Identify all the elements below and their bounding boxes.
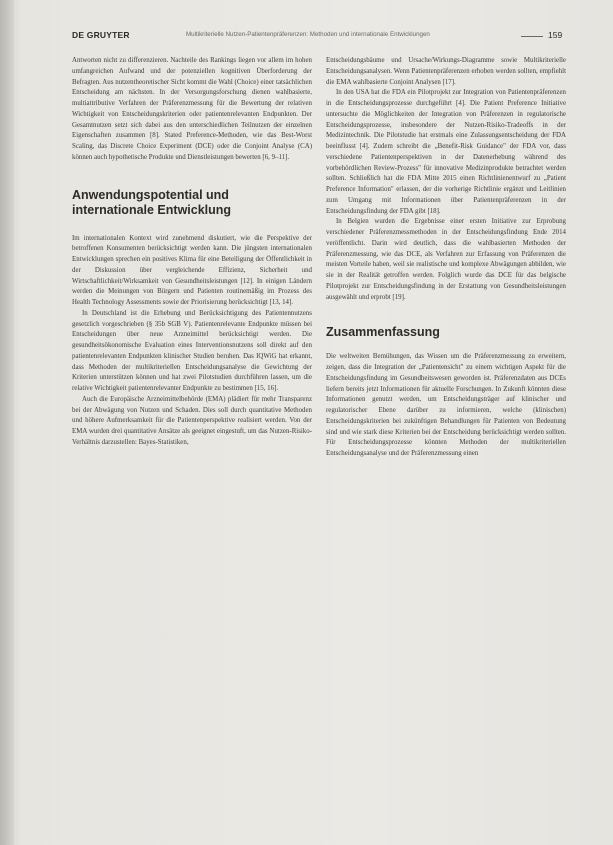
page-header xyxy=(72,30,572,44)
paragraph: In Deutschland ist die Erhebung und Berücksichtigung des Patientennutzens gesetzlich vorgeschrieben (§ 35b SGB V). Patientenrelevante Endpunkte müssen bei Entscheidungen über neue Arzneimittel berücksichtigt werden. Die gesundheitsökonomische Evaluation eines Interventionsnutzens soll direkt auf den patientenrelevanten Endpunkten klinischer Studien beruhen. Das IQWiG hat erkannt, dass Methoden der multikriteriellen Entscheidungsanalyse die Gewichtung der Kriterien unterstützen können und hat zwei Pilotstudien durchführen lassen, um die relative Wichtigkeit patientenrelevanter Endpunkte zu bestimmen [15, 16]. xyxy=(72,309,312,392)
paragraph: Im internationalen Kontext wird zunehmend diskutiert, wie die Perspektive der betroffenen Konsumenten berücksichtigt werden kann. Die jüngsten internationalen Entwicklungen sprechen ein positives Klima für eine Beteiligung der Öffentlichkeit in der Diskussion über vergleichende Effizienz, Sicherheit und Wirtschaftlichkeit/Wirksamkeit von Gesundheitsleistungen [12]. In einigen Ländern werden die Meinungen von Bürgern und Patienten routinemäßig im Prozess des Health Technology Assessments sowie der Priorisierung berücksichtigt [13, 14]. xyxy=(72,234,312,306)
paragraph: Antworten nicht zu differenzieren. Nachteile des Rankings liegen vor allem im hohen umfangreichen Aufwand und der potenziellen kognitiven Überforderung der Befragten. Aus nutzentheoretischer Sicht kommt die Wahl (Choice) einer tatsächlichen Entscheidung am nächsten. In der Versorgungsforschung dienen wahlbasierte, multiattributive Verfahren der Präferenzmessung für die Bewertung der relativen Wichtigkeit von Entscheidungskriterien oder patientenrelevanten Endpunkten. Der Gesamtnutzen setzt sich dabei aus den unterschiedlichen Teilnutzen der einzelnen Eigenschaften zusammen [8]. Stated Preference-Methoden, wie das Best-Worst Scaling, das Discrete Choice Experiment (DCE) oder die Conjoint Analyse (CA) können auch hypothetische Produkte und Dienstleistungen bewerten [6, 9–11]. xyxy=(72,57,312,161)
section-heading: Zusammenfassung xyxy=(326,325,440,340)
paragraph: In Belgien wurden die Ergebnisse einer ersten Initiative zur Erprobung verschiedener Präferenzmessmethoden in der Entscheidungsfindung Ende 2014 veröffentlicht. Darin wird deutlich, dass die wahlbasierten Methoden der Präferenzmessung, wie das DCE, als Verfahren zur Erfassung von Präferenzen die meisten Vorteile haben, weil sie realistische und komplexe Abwägungen abbilden, wie sie in der Realität getroffen werden. Folglich wurde das DCE für das belgische Pilotprojekt zur Entscheidungsfindung in der Erstattung von Gesundheitsleistungen ausgewählt und erprobt [19]. xyxy=(326,218,566,301)
paragraph: Entscheidungsbäume und Ursache/Wirkungs-Diagramme sowie Multikriterielle Entscheidungsanalysen. Wenn Patientenpräferenzen erhoben werden sollten, empfiehlt die EMA wahlbasierte Conjoint Analysen [17]. xyxy=(326,57,566,86)
paragraph: Auch die Europäische Arzneimittelbehörde (EMA) plädiert für mehr Transparenz bei der Abwägung von Nutzen und Schaden. Dies soll durch quantitative Methoden und höhere Aufmerksamkeit für die Patientenperspektive realisiert werden. Von der EMA wurden drei quantitative Ansätze als geeignet eingestuft, um das Nutzen-Risiko-Verhältnis darzustellen: Bayes-Statistiken, xyxy=(72,395,312,446)
paragraph: Die weltweiten Bemühungen, das Wissen um die Präferenzmessung zu erweitern, zeigen, dass die Integration der „Patientensicht" zu einem wichtigen Aspekt für die Entscheidungsfindung im Gesundheitswesen geworden ist. Präferenzdaten aus DCEs liefern bereits jetzt Informationen für aktuelle Forschungen. In Zukunft könnten diese Informationen genutzt werden, um Entscheidungsträger auf klinischer und regulatorischer Ebene darüber zu informieren, welche (klinischen) Entscheidungskriterien bei zukünftigen Behandlungen für Patienten von Bedeutung sind und wie stark diese Kriterien bei der Entscheidung berücksichtigt werden sollten. Für Entscheidungsprozesse könnten Methoden der multikriteriellen Entscheidungsanalyse und der Präferenzmessung einen xyxy=(326,353,566,457)
header-rule xyxy=(521,36,543,37)
left-column xyxy=(72,56,312,449)
right-column xyxy=(326,56,566,460)
page-spine-shadow xyxy=(0,0,14,845)
page-number: 159 xyxy=(548,30,563,40)
running-title: Multikriterielle Nutzen-Patientenpräferenzen: Methoden und internationale Entwicklungen xyxy=(186,31,430,38)
paragraph: In den USA hat die FDA ein Pilotprojekt zur Integration von Patientenpräferenzen in die Entscheidungsprozesse durchgeführt [4]. Die Patient Preference Initiative untersuchte die Möglichkeiten der Integration von Präferenzen in regulatorische Entscheidungsprozesse, insbesondere der Nutzen-Risiko-Tradeoffs in der Medizintechnik. Die Pilotstudie hat erstmals eine Zulassungsentscheidung der FDA beeinflusst [4]. Zudem schreibt die „Benefit-Risk Guidance" der FDA vor, dass verschiedene Patientenperspektiven in der Datenerhebung während des vorbehördlichen Review-Prozess" für innovative Medizinprodukte betrachtet werden sollten. Schließlich hat die FDA Mitte 2015 einen Richtlinienentwurf zu „Patient Preference Information" erlassen, der die vorherige Richtlinie ergänzt und Leitlinien zum Umgang mit Informationen über Patientenpräferenzen in der Entscheidungsfindung der FDA gibt [18]. xyxy=(326,89,566,215)
section-heading: Anwendungspotential und internationale Entwicklung xyxy=(72,187,232,217)
publisher-name: DE GRUYTER xyxy=(72,30,130,40)
